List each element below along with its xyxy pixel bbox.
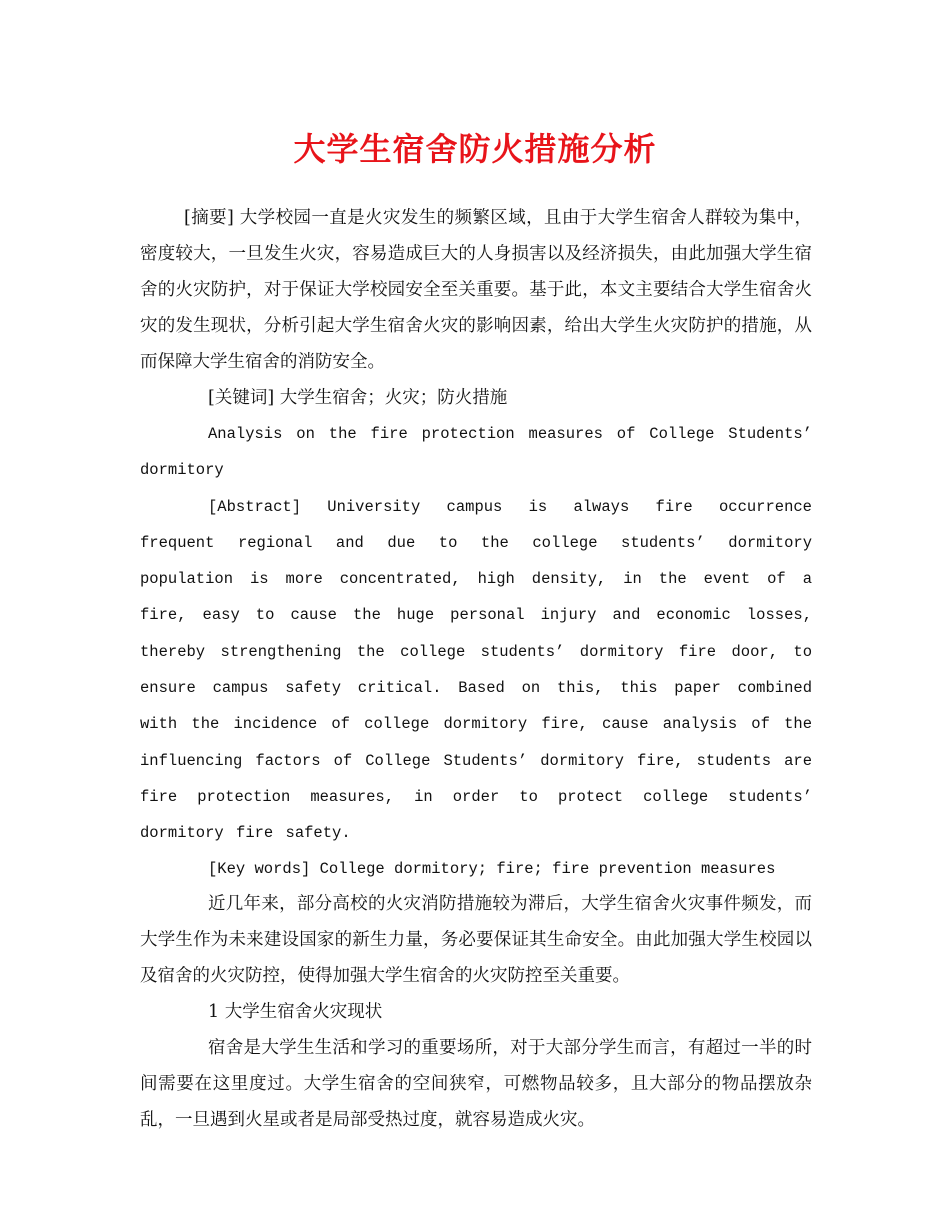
- title-en: Analysis on the fire protection measures of College Students’ dormitory: [140, 425, 812, 480]
- document-title: 大学生宿舍防火措施分析: [293, 130, 657, 168]
- document-body: [140, 200, 812, 1138]
- keywords-en: [Key words] College dormitory; fire; fire prevention measures: [208, 859, 776, 878]
- intro-paragraph: 近几年来，部分高校的火灾消防措施较为滞后，大学生宿舍火灾事件频发，而大学生作为未来建设国家的新生力量，务必要保证其生命安全。由此加强大学生校园以及宿舍的火灾防控，使得加强大学生宿舍的火灾防控至关重要。: [140, 893, 812, 986]
- abstract-en: [Abstract] University campus is always fire occurrence frequent regional and due to the college students’ dormitory population is more concentrated, high density, in the event of a fire, easy to cause the huge personal injury and economic losses, thereby strengthening the college students’ dormitory fire door, to ensure campus safety critical. Based on this, this paper combined with the incidence of college dormitory fire, cause analysis of the influencing factors of College Students’ dormitory fire, students are fire protection measures, in order to protect college students’ dormitory fire safety.: [140, 497, 812, 843]
- section-1-paragraph: 宿舍是大学生生活和学习的重要场所，对于大部分学生而言，有超过一半的时间需要在这里度过。大学生宿舍的空间狭窄，可燃物品较多，且大部分的物品摆放杂乱，一旦遇到火星或者是局部受热过度，就容易造成火灾。: [140, 1037, 812, 1130]
- abstract-zh: [摘要] 大学校园一直是火灾发生的频繁区域，且由于大学生宿舍人群较为集中，密度较大，一旦发生火灾，容易造成巨大的人身损害以及经济损失，由此加强大学生宿舍的火灾防护，对于保证大学校园安全至关重要。基于此，本文主要结合大学生宿舍火灾的发生现状，分析引起大学生宿舍火灾的影响因素，给出大学生火灾防护的措施，从而保障大学生宿舍的消防安全。: [140, 208, 812, 372]
- section-1-heading: 1 大学生宿舍火灾现状: [208, 1001, 383, 1022]
- keywords-zh: [关键词] 大学生宿舍；火灾；防火措施: [208, 388, 508, 408]
